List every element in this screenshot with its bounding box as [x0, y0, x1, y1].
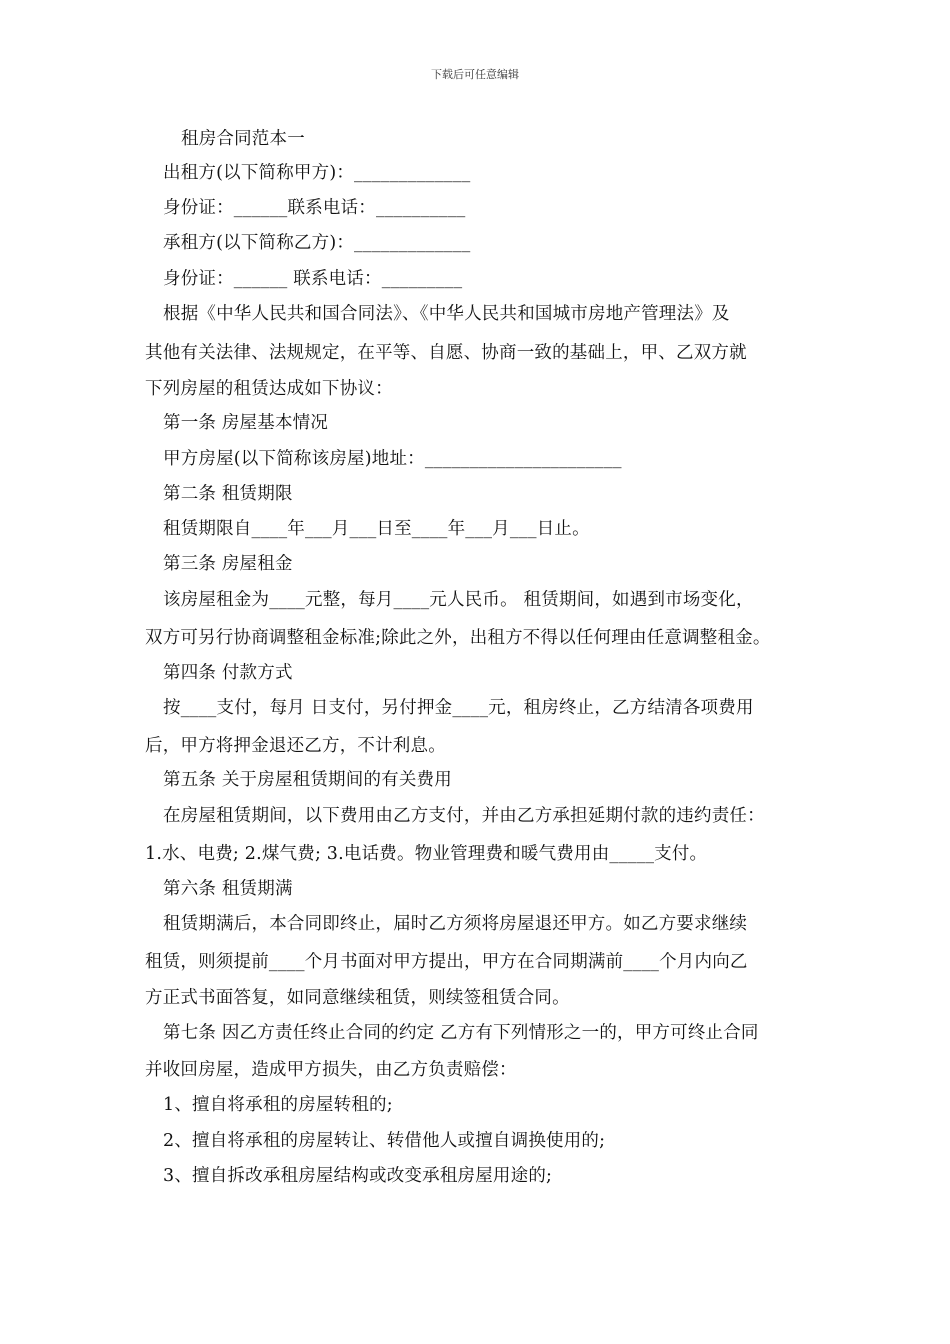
paragraph-line: 其他有关法律、法规规定，在平等、自愿、协商一致的基础上，甲、乙双方就 [145, 343, 747, 363]
list-item: 1、擅自将承租的房屋转租的; [163, 1095, 393, 1115]
paragraph-line: 按____支付，每月 日支付，另付押金____元，租房终止，乙方结清各项费用 [163, 698, 754, 718]
paragraph-line: 方正式书面答复，如同意继续租赁，则续签租赁合同。 [145, 988, 570, 1008]
paragraph-line: 根据《中华人民共和国合同法》、《中华人民共和国城市房地产管理法》及 [163, 304, 730, 324]
article-heading: 第七条 因乙方责任终止合同的约定 乙方有下列情形之一的，甲方可终止合同 [163, 1023, 759, 1043]
paragraph-line: 租赁，则须提前____个月书面对甲方提出，甲方在合同期满前____个月内向乙 [145, 952, 748, 972]
lessee-id-line: 身份证：______ 联系电话：_________ [163, 269, 463, 289]
paragraph-line: 该房屋租金为____元整，每月____元人民币。 租赁期间，如遇到市场变化， [163, 590, 754, 610]
article-heading: 第四条 付款方式 [163, 663, 293, 683]
article-heading: 第六条 租赁期满 [163, 879, 293, 899]
article-heading: 第五条 关于房屋租赁期间的有关费用 [163, 770, 452, 790]
list-item: 3、擅自拆改承租房屋结构或改变承租房屋用途的; [163, 1166, 553, 1186]
paragraph-line: 后，甲方将押金退还乙方，不计利息。 [145, 736, 446, 756]
paragraph-line: 甲方房屋(以下简称该房屋)地址：______________________ [163, 449, 622, 469]
lessor-id-line: 身份证：______联系电话：__________ [163, 198, 466, 218]
list-item: 2、擅自将承租的房屋转让、转借他人或擅自调换使用的; [163, 1131, 606, 1151]
article-heading: 第二条 租赁期限 [163, 484, 293, 504]
lessee-line: 承租方(以下简称乙方)：_____________ [163, 233, 471, 253]
article-heading: 第一条 房屋基本情况 [163, 413, 329, 433]
lessor-line: 出租方(以下简称甲方)：_____________ [163, 163, 471, 183]
page-header: 下载后可任意编辑 [431, 68, 519, 81]
paragraph-line: 1.水、电费; 2.煤气费; 3.电话费。物业管理费和暖气费用由_____支付。 [145, 844, 708, 864]
paragraph-line: 租赁期限自____年___月___日至____年___月___日止。 [163, 519, 590, 539]
paragraph-line: 下列房屋的租赁达成如下协议： [145, 379, 393, 399]
paragraph-line: 并收回房屋，造成甲方损失，由乙方负责赔偿： [145, 1060, 517, 1080]
paragraph-line: 在房屋租赁期间，以下费用由乙方支付，并由乙方承担延期付款的违约责任： [163, 806, 765, 826]
paragraph-line: 租赁期满后，本合同即终止，届时乙方须将房屋退还甲方。如乙方要求继续 [163, 914, 748, 934]
article-heading: 第三条 房屋租金 [163, 554, 293, 574]
contract-title: 租房合同范本一 [181, 129, 305, 149]
paragraph-line: 双方可另行协商调整租金标准;除此之外，出租方不得以任何理由任意调整租金。 [145, 628, 771, 648]
